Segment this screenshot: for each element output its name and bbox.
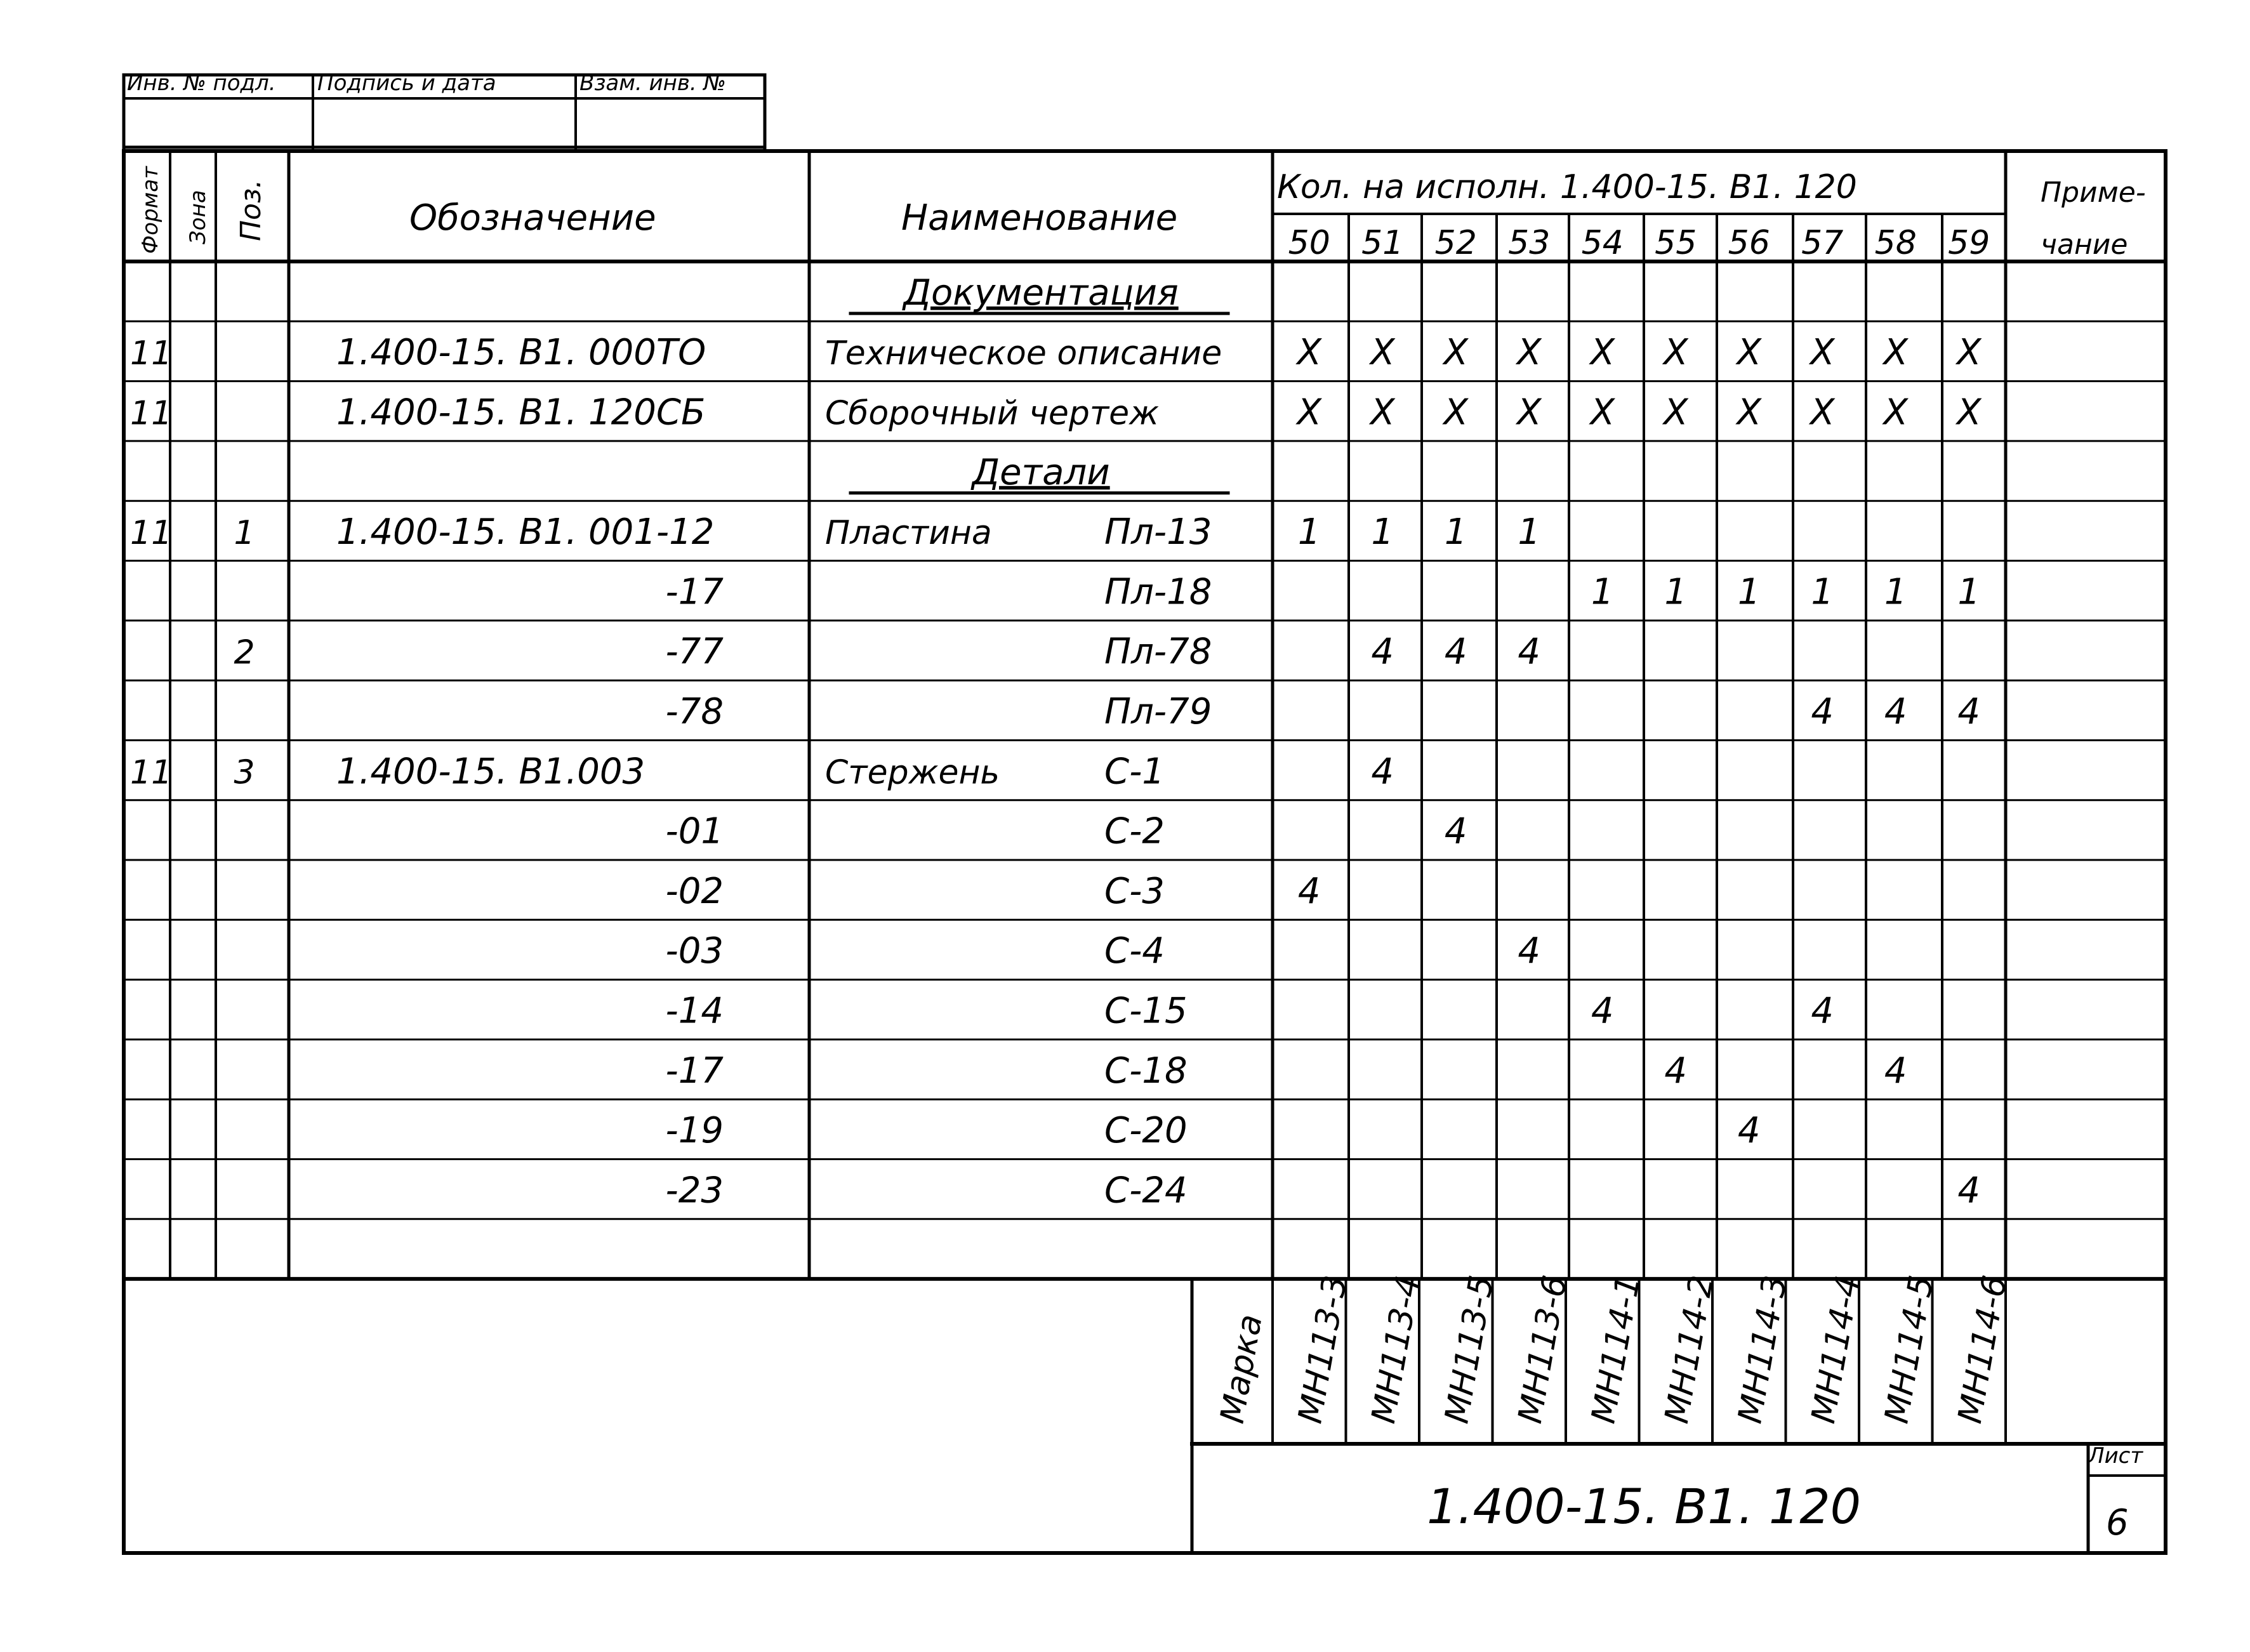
variant-59: 59 [1948, 224, 1990, 262]
variant-58: 58 [1874, 224, 1917, 262]
row-name: Стержень [825, 753, 1000, 792]
qty-mark: X [1590, 392, 1615, 433]
marka-label: Марка [1213, 1311, 1270, 1427]
document-designation: 1.400-15. В1. 120 [1427, 1478, 1861, 1535]
qty-value: 4 [1518, 631, 1541, 673]
header-poz: Поз. [235, 179, 267, 241]
qty-value: 1 [1737, 571, 1761, 613]
qty-value: 4 [1591, 990, 1614, 1032]
qty-mark: X [1737, 392, 1761, 433]
row-designation: 1.400-15. В1. 000ТО [336, 332, 706, 374]
qty-mark: X [1370, 332, 1395, 374]
table-row [130, 512, 1540, 553]
stamp-inv-podl: Инв. № подл. [127, 70, 276, 96]
row-format: 11 [130, 394, 173, 433]
qty-mark: X [1957, 392, 1982, 433]
row-name: Техническое описание [825, 334, 1222, 373]
row-position: 1 [234, 514, 255, 553]
row-designation: 1.400-15. В1. 001-12 [336, 512, 715, 553]
qty-mark: X [1443, 392, 1468, 433]
variant-51: 51 [1361, 224, 1404, 262]
sheet-label: Лист [2088, 1443, 2143, 1469]
row-grade: Пл-79 [1104, 691, 1212, 732]
table-row [666, 1050, 1907, 1092]
qty-value: 1 [1371, 512, 1394, 553]
archive-stamp [127, 70, 726, 96]
section-heading: Документация [903, 272, 1179, 314]
marka-value: МН114-1 [1584, 1272, 1648, 1427]
table-row [666, 990, 1834, 1031]
header-format: Формат [138, 166, 163, 254]
row-grade: С-18 [1104, 1050, 1188, 1092]
header-naimenovanie: Наименование [901, 197, 1178, 239]
marka-value: МН114-4 [1804, 1272, 1868, 1427]
qty-mark: X [1957, 332, 1982, 374]
header-primechanie-1: Приме- [2041, 176, 2146, 209]
qty-mark: X [1370, 392, 1395, 433]
table-row [234, 631, 1540, 673]
qty-mark: X [1737, 332, 1761, 374]
qty-value: 4 [1811, 691, 1834, 732]
qty-mark: X [1883, 392, 1908, 433]
stamp-podpis-data: Подпись и дата [317, 70, 496, 96]
qty-mark: X [1664, 392, 1688, 433]
title-block [1427, 1443, 2143, 1543]
qty-value: 4 [1444, 631, 1467, 673]
row-grade: Пл-13 [1104, 512, 1212, 553]
header-oboznachenie: Обозначение [409, 197, 656, 239]
qty-value: 1 [1444, 512, 1467, 553]
row-designation: -77 [665, 631, 724, 673]
qty-value: 4 [1957, 1170, 1981, 1212]
row-grade: С-1 [1104, 751, 1165, 793]
qty-value: 4 [1737, 1110, 1761, 1152]
qty-mark: X [1297, 392, 1321, 433]
qty-mark: X [1883, 332, 1908, 374]
qty-value: 4 [1297, 870, 1321, 912]
marka-value: МН114-2 [1657, 1272, 1721, 1427]
qty-value: 4 [1884, 1050, 1907, 1092]
table-row [666, 930, 1541, 972]
row-designation: -02 [665, 870, 724, 912]
qty-mark: X [1810, 332, 1835, 374]
qty-value: 4 [1664, 1050, 1688, 1092]
qty-mark: X [1590, 332, 1615, 374]
qty-mark: X [1517, 332, 1542, 374]
qty-value: 1 [1591, 571, 1614, 613]
qty-mark: X [1443, 332, 1468, 374]
qty-value: 4 [1371, 631, 1394, 673]
row-grade: С-3 [1104, 870, 1165, 912]
spec-rows [130, 272, 1982, 1212]
qty-value: 4 [1518, 930, 1541, 972]
variant-numbers [1288, 224, 1990, 262]
stamp-vzam-inv: Взам. инв. № [579, 70, 726, 96]
marka-row [1214, 1272, 2015, 1426]
qty-value: 1 [1297, 512, 1321, 553]
table-row [850, 272, 1228, 314]
table-row [850, 452, 1228, 493]
marka-value: МН113-4 [1364, 1272, 1428, 1427]
table-row [130, 392, 1982, 433]
qty-value: 4 [1884, 691, 1907, 732]
marka-value: МН114-3 [1731, 1272, 1795, 1427]
row-grade: Пл-18 [1104, 571, 1212, 613]
variant-56: 56 [1728, 224, 1770, 262]
row-designation: 1.400-15. В1. 120СБ [336, 392, 706, 433]
header-zona: Зона [185, 190, 211, 244]
row-format: 11 [130, 753, 173, 792]
qty-mark: X [1517, 392, 1542, 433]
row-format: 11 [130, 514, 173, 553]
row-designation: -14 [665, 990, 724, 1032]
table-row [666, 811, 1467, 852]
header-primechanie-2: чание [2041, 228, 2128, 261]
variant-53: 53 [1508, 224, 1551, 262]
row-designation: -01 [665, 810, 724, 852]
qty-value: 1 [1884, 571, 1907, 613]
qty-value: 1 [1957, 571, 1981, 613]
marka-value: МН113-6 [1511, 1272, 1575, 1427]
marka-value: МН114-6 [1950, 1272, 2015, 1427]
qty-value: 1 [1811, 571, 1834, 613]
table-row [666, 1110, 1761, 1151]
row-position: 3 [234, 753, 255, 792]
marka-value: МН113-3 [1291, 1272, 1355, 1427]
sheet-number: 6 [2106, 1502, 2129, 1543]
row-format: 11 [130, 334, 173, 373]
qty-value: 4 [1371, 751, 1394, 793]
section-heading: Детали [972, 451, 1110, 493]
row-designation: -78 [665, 691, 724, 732]
variant-50: 50 [1288, 224, 1330, 262]
row-designation: -23 [665, 1170, 724, 1212]
marka-value: МН114-5 [1877, 1272, 1942, 1427]
row-grade: С-24 [1104, 1170, 1188, 1212]
row-designation: 1.400-15. В1.003 [336, 751, 645, 793]
row-designation: -17 [665, 1050, 724, 1092]
variant-55: 55 [1655, 224, 1697, 262]
variant-54: 54 [1581, 224, 1624, 262]
qty-value: 1 [1518, 512, 1541, 553]
row-grade: Пл-78 [1104, 631, 1212, 673]
table-row [130, 751, 1394, 792]
row-designation: -03 [665, 930, 724, 972]
qty-value: 1 [1664, 571, 1688, 613]
row-grade: С-20 [1104, 1110, 1188, 1152]
qty-mark: X [1664, 332, 1688, 374]
qty-value: 4 [1444, 810, 1467, 852]
row-name: Сборочный чертеж [825, 394, 1159, 433]
marka-value: МН113-5 [1438, 1272, 1502, 1427]
table-row [666, 571, 1981, 612]
table-row [666, 1170, 1981, 1211]
table-row [130, 332, 1982, 373]
row-grade: С-4 [1104, 930, 1165, 972]
row-designation: -17 [665, 571, 724, 613]
qty-value: 4 [1811, 990, 1834, 1032]
qty-mark: X [1810, 392, 1835, 433]
table-row [666, 871, 1321, 912]
row-designation: -19 [665, 1110, 724, 1152]
variant-52: 52 [1434, 224, 1477, 262]
row-grade: С-15 [1104, 990, 1188, 1032]
row-position: 2 [234, 633, 255, 672]
variant-57: 57 [1801, 224, 1844, 262]
row-grade: С-2 [1104, 810, 1165, 852]
table-row [666, 691, 1981, 732]
qty-mark: X [1297, 332, 1321, 374]
row-name: Пластина [825, 514, 992, 553]
qty-value: 4 [1957, 691, 1981, 732]
header-kol-label: Кол. на исполн. 1.400-15. В1. 120 [1277, 168, 1857, 206]
